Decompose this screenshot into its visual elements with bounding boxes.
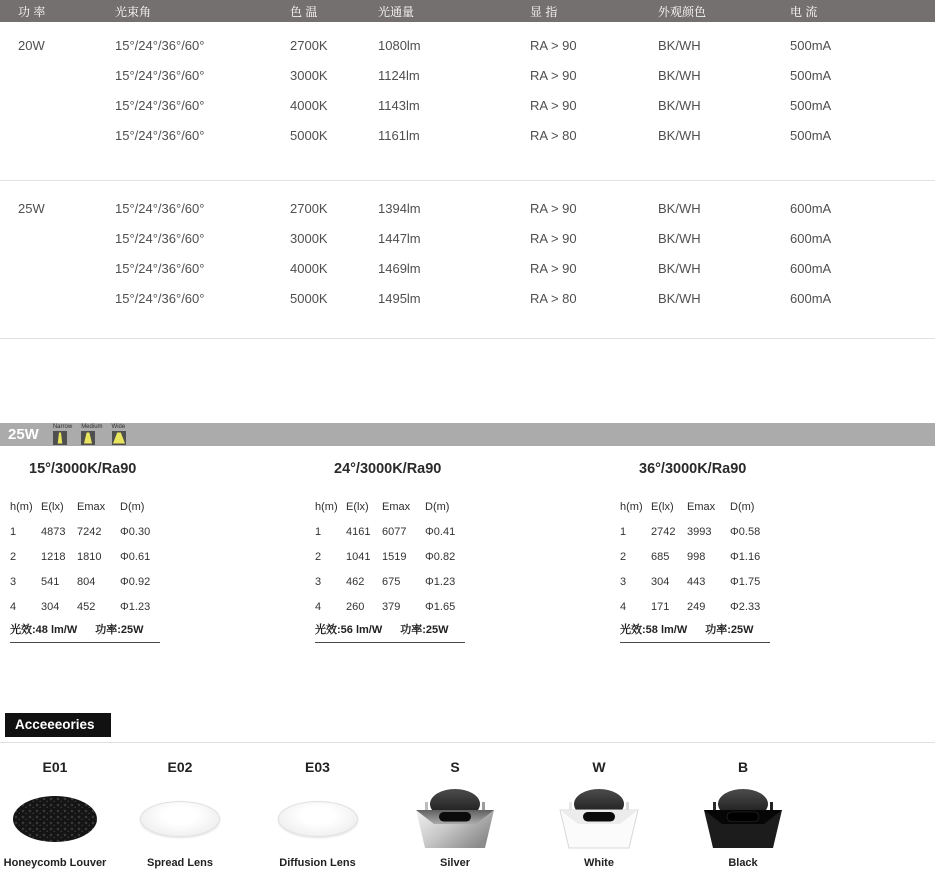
accessory-item-white bbox=[525, 759, 673, 869]
col-header: D(m) bbox=[120, 500, 145, 513]
accessories-section bbox=[0, 713, 935, 869]
current-cell: 500mA bbox=[790, 37, 832, 53]
accessory-item-e02 bbox=[110, 759, 250, 869]
flux-cell: 1447lm bbox=[378, 230, 421, 246]
value-cell: 541 bbox=[41, 575, 60, 588]
value-cell: 4 bbox=[620, 600, 627, 613]
value-cell: Φ1.23 bbox=[120, 600, 151, 613]
value-cell: 4873 bbox=[41, 525, 66, 538]
value-cell: 3 bbox=[10, 575, 17, 588]
finish-cell: BK/WH bbox=[658, 200, 701, 216]
current-cell: 500mA bbox=[790, 97, 832, 113]
current-cell: 600mA bbox=[790, 200, 832, 216]
spec-group-20w bbox=[0, 22, 935, 150]
accessory-code: B bbox=[737, 759, 749, 775]
value-cell: Φ0.92 bbox=[120, 575, 151, 588]
spec-table-header bbox=[0, 0, 935, 22]
finish-cell: BK/WH bbox=[658, 127, 701, 143]
wide-beam-glyph bbox=[112, 431, 126, 445]
header-flux: 光通量 bbox=[378, 4, 415, 19]
beam-cell: 15°/24°/36°/60° bbox=[115, 97, 205, 113]
table-row bbox=[0, 283, 935, 313]
value-cell: 1 bbox=[315, 525, 322, 538]
flux-cell: 1143lm bbox=[378, 97, 420, 113]
col-header: Emax bbox=[687, 500, 716, 513]
value-cell: 2 bbox=[10, 550, 17, 563]
finish-cell: BK/WH bbox=[658, 260, 701, 276]
value-cell: 260 bbox=[346, 600, 365, 613]
accessories-title: Acceeeories bbox=[5, 713, 111, 737]
accessory-caption: White bbox=[584, 857, 614, 869]
value-cell: 171 bbox=[651, 600, 670, 613]
value-cell: 1810 bbox=[77, 550, 102, 563]
header-cct: 色 温 bbox=[290, 4, 318, 19]
cri-cell: RA > 90 bbox=[530, 97, 577, 113]
value-cell: 304 bbox=[41, 600, 60, 613]
honeycomb-louver-image bbox=[13, 785, 97, 853]
flux-cell: 1495lm bbox=[378, 290, 421, 306]
photometric-table-24deg bbox=[315, 460, 490, 643]
beam-cell: 15°/24°/36°/60° bbox=[115, 230, 205, 246]
finish-cell: BK/WH bbox=[658, 37, 701, 53]
narrow-beam-icon bbox=[53, 424, 72, 445]
col-header: h(m) bbox=[620, 500, 643, 513]
photometric-grid bbox=[315, 494, 490, 619]
photometric-title: 36°/3000K/Ra90 bbox=[639, 461, 747, 477]
table-row bbox=[0, 193, 935, 223]
value-cell: 1519 bbox=[382, 550, 407, 563]
spec-table bbox=[0, 0, 935, 339]
value-cell: Φ0.82 bbox=[425, 550, 456, 563]
wide-beam-icon bbox=[112, 424, 126, 445]
table-row bbox=[0, 30, 935, 60]
cri-cell: RA > 90 bbox=[530, 37, 577, 53]
beam-cell: 15°/24°/36°/60° bbox=[115, 260, 205, 276]
cct-cell: 4000K bbox=[290, 97, 328, 113]
value-cell: 452 bbox=[77, 600, 96, 613]
header-current: 电 流 bbox=[790, 4, 818, 19]
photometric-table-15deg bbox=[10, 460, 185, 643]
col-header: E(lx) bbox=[346, 500, 369, 513]
white-trim-icon bbox=[556, 787, 642, 851]
header-beam-angle: 光束角 bbox=[115, 4, 152, 19]
value-cell: 4161 bbox=[346, 525, 371, 538]
table-row bbox=[0, 223, 935, 253]
photometric-title: 24°/3000K/Ra90 bbox=[334, 461, 442, 477]
power-label: 功率:25W bbox=[400, 624, 449, 636]
value-cell: 249 bbox=[687, 600, 706, 613]
efficacy-label: 光效:58 lm/W bbox=[620, 624, 688, 636]
header-cri: 显 指 bbox=[530, 4, 558, 19]
accessory-caption: Diffusion Lens bbox=[279, 857, 356, 869]
accessory-caption: Silver bbox=[440, 857, 470, 869]
flux-cell: 1161lm bbox=[378, 127, 420, 143]
value-cell: 675 bbox=[382, 575, 401, 588]
honeycomb-louver-icon bbox=[13, 796, 97, 842]
value-cell: 3 bbox=[620, 575, 627, 588]
value-cell: 3 bbox=[315, 575, 322, 588]
table-row bbox=[0, 90, 935, 120]
beam-cell: 15°/24°/36°/60° bbox=[115, 37, 205, 53]
medium-beam-glyph bbox=[81, 431, 95, 445]
cri-cell: RA > 90 bbox=[530, 67, 577, 83]
value-cell: Φ2.33 bbox=[730, 600, 761, 613]
value-cell: 1 bbox=[620, 525, 627, 538]
value-cell: 804 bbox=[77, 575, 96, 588]
value-cell: 2 bbox=[620, 550, 627, 563]
white-trim-image bbox=[556, 785, 642, 853]
photometric-section bbox=[0, 446, 935, 643]
beam-cell: 15°/24°/36°/60° bbox=[115, 200, 205, 216]
header-power: 功 率 bbox=[18, 4, 46, 19]
value-cell: 379 bbox=[382, 600, 401, 613]
accessories-divider bbox=[0, 742, 935, 743]
accessory-code: E01 bbox=[42, 759, 68, 775]
table-row bbox=[0, 253, 935, 283]
accessory-caption: Spread Lens bbox=[146, 857, 214, 869]
photometric-footer bbox=[10, 621, 160, 643]
cri-cell: RA > 90 bbox=[530, 200, 577, 216]
finish-cell: BK/WH bbox=[658, 290, 701, 306]
value-cell: Φ0.30 bbox=[120, 525, 151, 538]
spec-group-25w bbox=[0, 181, 935, 313]
diffusion-lens-icon bbox=[278, 801, 358, 837]
table-row bbox=[0, 60, 935, 90]
value-cell: 4 bbox=[10, 600, 17, 613]
spread-lens-image bbox=[140, 785, 220, 853]
accessory-item-black bbox=[673, 759, 813, 869]
value-cell: 7242 bbox=[77, 525, 102, 538]
value-cell: 304 bbox=[651, 575, 670, 588]
flux-cell: 1080lm bbox=[378, 37, 421, 53]
cri-cell: RA > 80 bbox=[530, 290, 577, 306]
value-cell: Φ1.65 bbox=[425, 600, 456, 613]
accessory-code: S bbox=[450, 759, 460, 775]
current-cell: 600mA bbox=[790, 260, 832, 276]
cct-cell: 2700K bbox=[290, 37, 328, 53]
value-cell: 4 bbox=[315, 600, 322, 613]
col-header: E(lx) bbox=[41, 500, 64, 513]
value-cell: Φ0.41 bbox=[425, 525, 456, 538]
col-header: D(m) bbox=[730, 500, 755, 513]
value-cell: 2 bbox=[315, 550, 322, 563]
flux-cell: 1124lm bbox=[378, 67, 420, 83]
flux-cell: 1469lm bbox=[378, 260, 421, 276]
current-cell: 500mA bbox=[790, 67, 832, 83]
medium-beam-label: Medium bbox=[81, 424, 103, 430]
accessory-caption: Honeycomb Louver bbox=[3, 857, 107, 869]
beam-cell: 15°/24°/36°/60° bbox=[115, 290, 205, 306]
cri-cell: RA > 80 bbox=[530, 127, 577, 143]
value-cell: Φ1.75 bbox=[730, 575, 761, 588]
value-cell: 1 bbox=[10, 525, 17, 538]
photometric-grid bbox=[620, 494, 795, 619]
value-cell: 1041 bbox=[346, 550, 371, 563]
value-cell: 6077 bbox=[382, 525, 407, 538]
flux-cell: 1394lm bbox=[378, 200, 421, 216]
efficacy-label: 光效:48 lm/W bbox=[10, 624, 78, 636]
beam-cell: 15°/24°/36°/60° bbox=[115, 67, 205, 83]
beam-icon-group bbox=[53, 424, 126, 445]
value-cell: Φ0.61 bbox=[120, 550, 151, 563]
col-header: Emax bbox=[77, 500, 106, 513]
value-cell: 685 bbox=[651, 550, 670, 563]
accessory-item-e01 bbox=[0, 759, 110, 869]
accessory-caption: Black bbox=[728, 857, 758, 869]
photometric-table-36deg bbox=[620, 460, 795, 643]
accessory-item-e03 bbox=[250, 759, 385, 869]
accessory-code: W bbox=[592, 759, 606, 775]
current-cell: 500mA bbox=[790, 127, 832, 143]
finish-cell: BK/WH bbox=[658, 230, 701, 246]
black-trim-icon bbox=[700, 787, 786, 851]
section-divider bbox=[0, 338, 935, 339]
diffusion-lens-image bbox=[278, 785, 358, 853]
power-cell: 25W bbox=[18, 200, 45, 216]
col-header: D(m) bbox=[425, 500, 450, 513]
col-header: Emax bbox=[382, 500, 411, 513]
value-cell: Φ1.23 bbox=[425, 575, 456, 588]
col-header: E(lx) bbox=[651, 500, 674, 513]
col-header: h(m) bbox=[315, 500, 338, 513]
cct-cell: 4000K bbox=[290, 260, 328, 276]
silver-trim-icon bbox=[412, 787, 498, 851]
current-cell: 600mA bbox=[790, 290, 832, 306]
header-finish: 外观颜色 bbox=[658, 4, 707, 19]
power-label: 功率:25W bbox=[95, 624, 144, 636]
photometric-title: 15°/3000K/Ra90 bbox=[29, 461, 137, 477]
col-header: h(m) bbox=[10, 500, 33, 513]
cct-cell: 2700K bbox=[290, 200, 328, 216]
cct-cell: 5000K bbox=[290, 290, 328, 306]
accessory-code: E03 bbox=[305, 759, 330, 775]
value-cell: 1218 bbox=[41, 550, 66, 563]
finish-cell: BK/WH bbox=[658, 67, 701, 83]
power-label: 功率:25W bbox=[705, 624, 754, 636]
medium-beam-icon bbox=[81, 424, 102, 445]
accessory-item-silver bbox=[385, 759, 525, 869]
efficacy-label: 光效:56 lm/W bbox=[315, 624, 383, 636]
cri-cell: RA > 90 bbox=[530, 260, 577, 276]
photometric-grid bbox=[10, 494, 185, 619]
photometric-footer bbox=[620, 621, 770, 643]
accessory-code: E02 bbox=[167, 759, 193, 775]
finish-cell: BK/WH bbox=[658, 97, 701, 113]
power-cell: 20W bbox=[18, 37, 45, 53]
black-trim-image bbox=[700, 785, 786, 853]
narrow-beam-label: Narrow bbox=[52, 424, 73, 430]
current-cell: 600mA bbox=[790, 230, 832, 246]
silver-trim-image bbox=[412, 785, 498, 853]
cct-cell: 3000K bbox=[290, 67, 328, 83]
wide-beam-label: Wide bbox=[111, 424, 126, 430]
value-cell: 2742 bbox=[651, 525, 676, 538]
value-cell: Φ0.58 bbox=[730, 525, 761, 538]
cri-cell: RA > 90 bbox=[530, 230, 577, 246]
beam-cell: 15°/24°/36°/60° bbox=[115, 127, 205, 143]
value-cell: 998 bbox=[687, 550, 706, 563]
cct-cell: 5000K bbox=[290, 127, 328, 143]
accessories-grid bbox=[0, 759, 935, 869]
beam-bar-power-label: 25W bbox=[8, 426, 39, 443]
spread-lens-icon bbox=[140, 801, 220, 837]
value-cell: 462 bbox=[346, 575, 365, 588]
photometric-footer bbox=[315, 621, 465, 643]
beam-options-bar bbox=[0, 423, 935, 446]
value-cell: 3993 bbox=[687, 525, 712, 538]
value-cell: Φ1.16 bbox=[730, 550, 761, 563]
value-cell: 443 bbox=[687, 575, 706, 588]
narrow-beam-glyph bbox=[53, 431, 67, 445]
cct-cell: 3000K bbox=[290, 230, 328, 246]
table-row bbox=[0, 120, 935, 150]
